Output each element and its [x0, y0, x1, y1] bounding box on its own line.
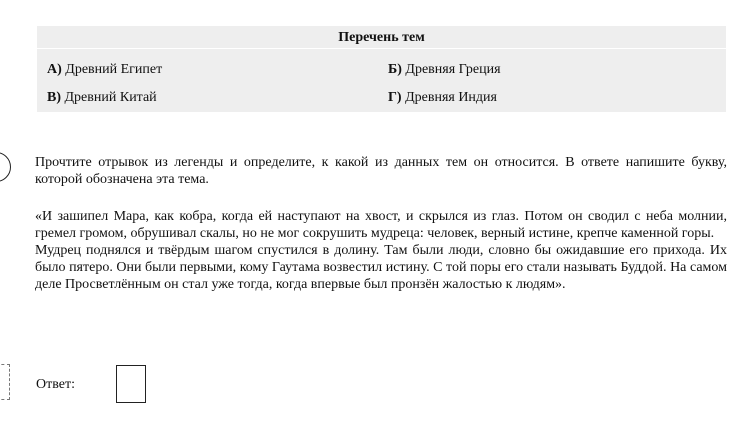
passage-paragraph-2: Мудрец поднялся и твёрдым шагом спустился в долину. Там были люди, словно бы ожидавшие его прихода. Их было пятеро. Они были первыми, кому Гаутама возвестил истину. С той поры его стали называть Буддой. На самом деле Просветлённым он стал уже тогда, когда впервые был пронзён жалостью к людям». [35, 243, 727, 292]
topic-a [47, 61, 162, 79]
passage-paragraph-1: «И зашипел Мара, как кобра, когда ей наступают на хвост, и скрылся из глаз. Потом он сводил с неба молнии, гремел громом, обрушивал скалы, но не мог сокрушить мудреца: человек, верный истине, крепче каменной горы. [35, 209, 727, 241]
task-instruction: Прочтите отрывок из легенды и определите, к какой из данных тем он относится. В ответе напишите букву, которой обозначена эта тема. [35, 155, 727, 187]
topic-g-text: Древняя Индия [401, 90, 497, 105]
answer-box[interactable] [116, 365, 146, 403]
margin-dashed-box [0, 364, 10, 400]
topic-b [388, 61, 501, 79]
topics-table [37, 26, 726, 112]
topic-a-text: Древний Египет [61, 62, 163, 77]
answer-label: Ответ: [36, 377, 75, 392]
topic-b-letter: Б) [388, 62, 402, 77]
topic-a-letter: А) [47, 62, 62, 77]
topic-v-text: Древний Китай [61, 90, 157, 105]
topics-title: Перечень тем [338, 30, 425, 45]
topics-divider [37, 48, 726, 49]
topic-g-letter: Г) [388, 90, 402, 105]
topic-v [47, 89, 157, 107]
legend-passage [35, 208, 727, 293]
topic-v-letter: В) [47, 90, 61, 105]
topic-g [388, 89, 497, 107]
task-number-circle [0, 152, 11, 182]
topic-b-text: Древняя Греция [401, 62, 501, 77]
